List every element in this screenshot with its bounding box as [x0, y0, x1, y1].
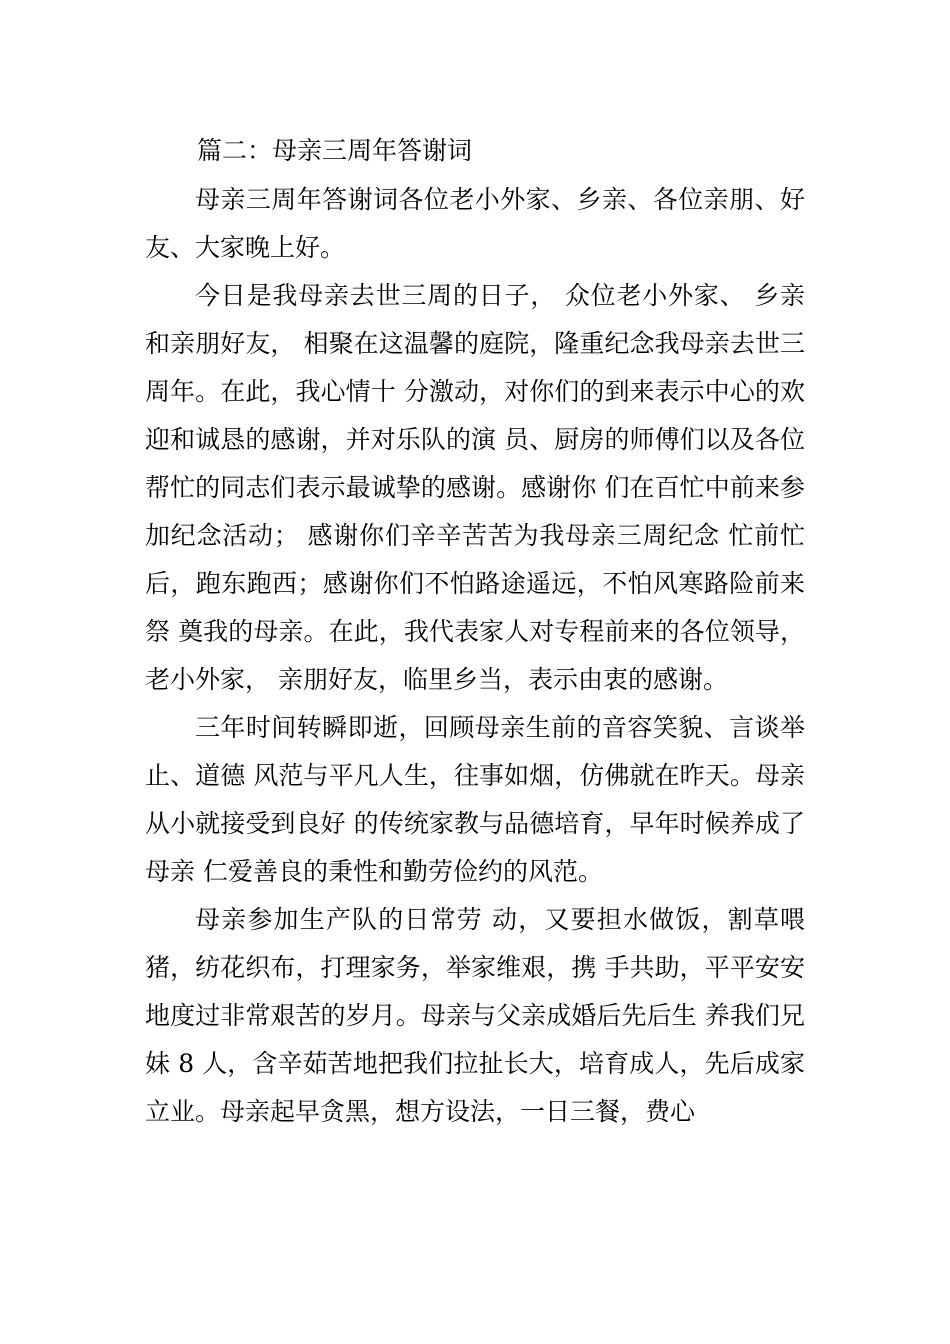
paragraph-4: 母亲参加生产队的日常劳 动，又要担水做饭，割草喂猪，纺花织布，打理家务，举家维艰，携 手共助，平平安安地度过非常艰苦的岁月。母亲与父亲成婚后先后生 养我们兄妹 8 人，含辛茹苦地把我们拉扯长大，培育成人，先后成家 立业。母亲起早贪黑，想方设法，一日三餐，费心 [145, 905, 805, 1126]
paragraph-2: 今日是我母亲去世三周的日子， 众位老小外家、 乡亲和亲朋好友， 相聚在这温馨的庭院，隆重纪念我母亲去世三周年。在此，我心情十 分激动，对你们的到来表示中心的欢迎和诚恳的感谢，并对乐队的演 员、厨房的师傅们以及各位帮忙的同志们表示最诚挚的感谢。感谢你 们在百忙中前来参加纪念活动； 感谢你们辛辛苦苦为我母亲三周纪念 忙前忙后，跑东跑西；感谢你们不怕路途遥远，不怕风寒路险前来祭 奠我的母亲。在此，我代表家人对专程前来的各位领导，老小外家， 亲朋好友，临里乡当，表示由衷的感谢。 [145, 281, 805, 694]
paragraph-1: 母亲三周年答谢词各位老小外家、乡亲、各位亲朋、好友、大家晚上好。 [145, 185, 805, 262]
document-body [145, 176, 805, 1136]
document-title: 篇二：母亲三周年答谢词 [197, 136, 473, 165]
paragraph-3: 三年时间转瞬即逝，回顾母亲生前的音容笑貌、言谈举止、道德 风范与平凡人生，往事如烟，仿佛就在昨天。母亲从小就接受到良好 的传统家教与品德培育，早年时候养成了母亲 仁爱善良的秉性和勤劳俭约的风范。 [145, 713, 805, 886]
